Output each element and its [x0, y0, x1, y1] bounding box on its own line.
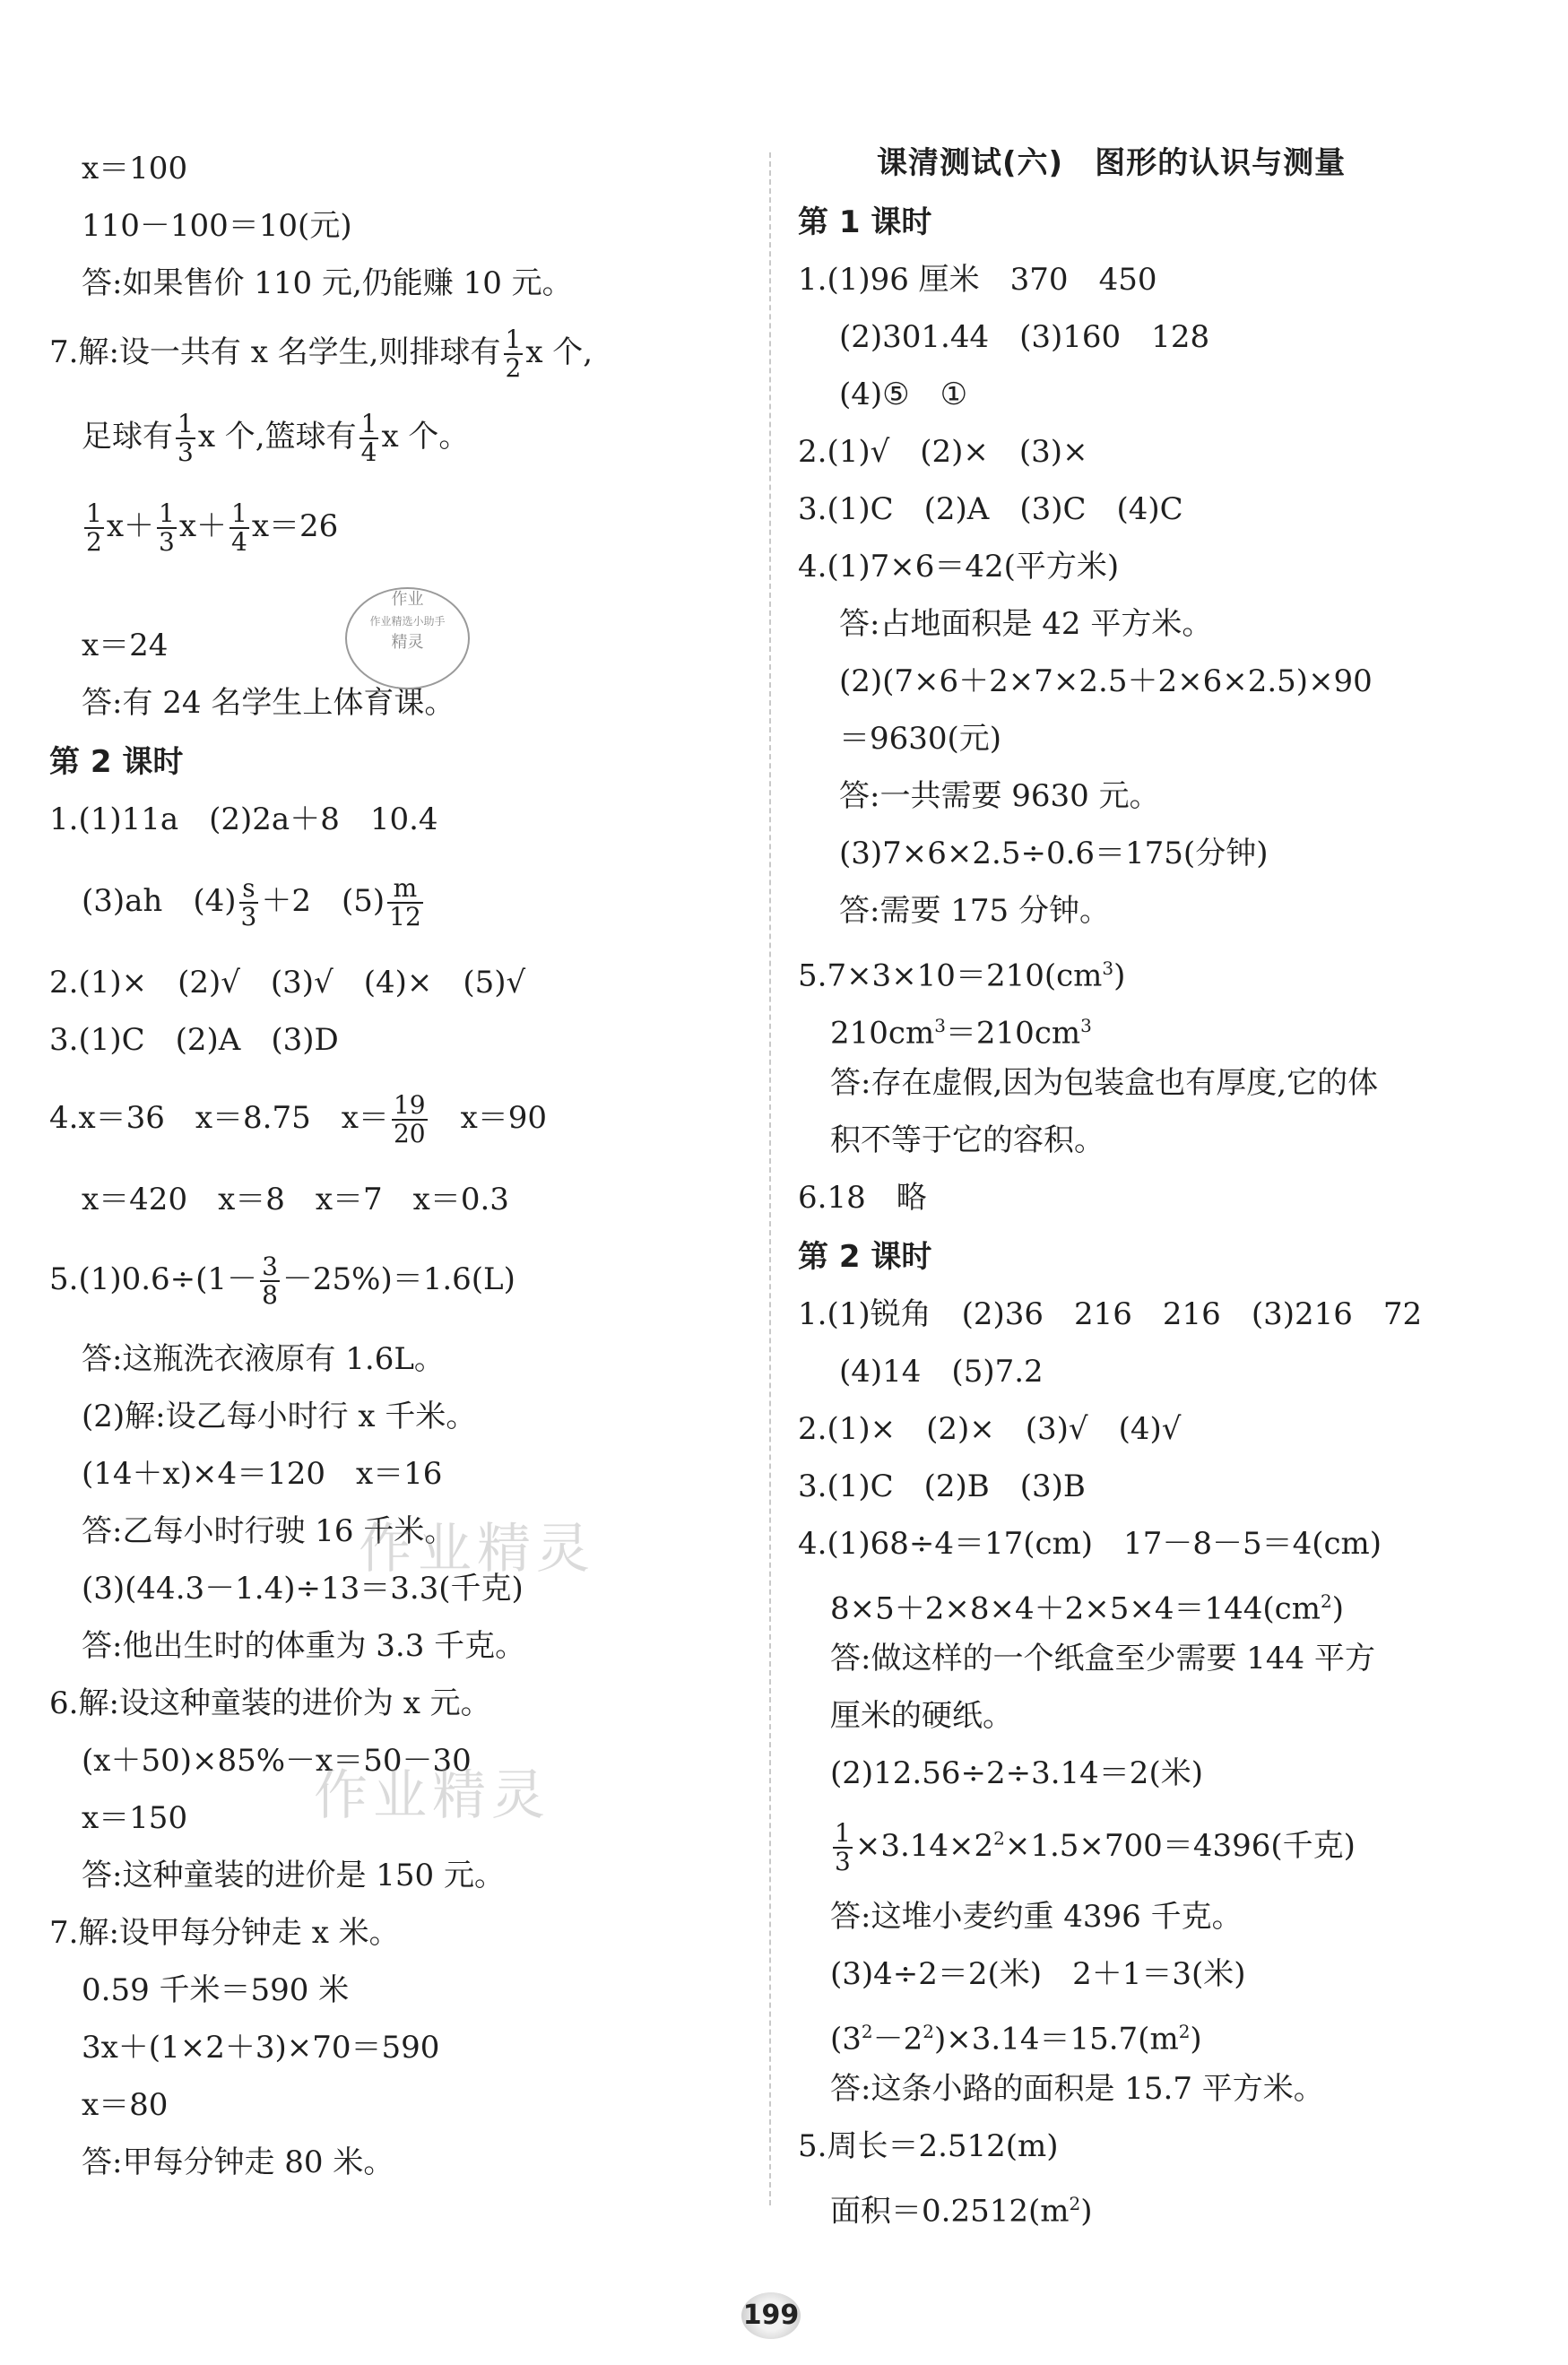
- line: 答:这瓶洗衣液原有 1.6L。: [82, 1341, 445, 1377]
- line: 答:甲每分钟走 80 米。: [82, 2144, 394, 2180]
- line: x＝24: [82, 628, 169, 663]
- line: (2)301.44 (3)160 128: [839, 319, 1210, 355]
- line: 答:一共需要 9630 元。: [839, 778, 1160, 814]
- line: x＝80: [82, 2087, 169, 2123]
- line: (x＋50)×85%－x＝50－30: [82, 1743, 472, 1779]
- line: 6.18 略: [798, 1180, 927, 1216]
- line: 110－100＝10(元): [82, 208, 352, 244]
- line: 答:这堆小麦约重 4396 千克。: [830, 1899, 1243, 1935]
- line: 4.x＝36 x＝8.75 x＝ $\frac{19}{20}$ x＝90: [49, 1090, 548, 1148]
- line: 7.解:设甲每分钟走 x 米。: [49, 1915, 400, 1951]
- line: (2)(7×6＋2×7×2.5＋2×6×2.5)×90: [839, 663, 1373, 699]
- line: 答:这种童装的进价是 150 元。: [82, 1858, 505, 1893]
- line: 答:存在虚假,因为包装盒也有厚度,它的体: [830, 1065, 1379, 1101]
- line: 4.(1)68÷4＝17(cm) 17－8－5＝4(cm): [798, 1526, 1382, 1562]
- section-title: 课清测试(六) 图形的认识与测量: [877, 145, 1347, 181]
- line: x＝420 x＝8 x＝7 x＝0.3: [82, 1182, 509, 1217]
- line: $\frac{1}{3}$ $\times 3.14\times 2^2\times 1.5\times 700=4396$(千克): [835, 1818, 1356, 1876]
- line: 2.(1)× (2)× (3)√ (4)√: [798, 1411, 1182, 1447]
- line: (3)7×6×2.5÷0.6＝175(分钟): [839, 836, 1269, 871]
- line: 5.周长＝2.512(m): [798, 2128, 1059, 2164]
- section-heading: 第 2 课时: [798, 1239, 932, 1275]
- line: $5.7\times 3\times 10=210(cm^3)$: [798, 957, 1126, 994]
- line: 4.(1)7×6＝42(平方米): [798, 549, 1120, 585]
- section-heading: 第 1 课时: [798, 204, 932, 240]
- line: 答:如果售价 110 元,仍能赚 10 元。: [82, 265, 573, 301]
- line: 2.(1)√ (2)× (3)×: [798, 434, 1088, 470]
- line: 3.(1)C (2)B (3)B: [798, 1468, 1086, 1504]
- section-heading: 第 2 课时: [49, 744, 184, 780]
- line: 答:占地面积是 42 平方米。: [839, 606, 1213, 642]
- watermark-text: 作业精灵: [359, 1518, 595, 1581]
- line: 1.(1)11a (2)2a＋8 10.4: [49, 801, 438, 837]
- line: 1.(1)96 厘米 370 450: [798, 262, 1157, 298]
- line: (2)12.56÷2÷3.14＝2(米): [830, 1755, 1203, 1791]
- line: 5.(1)0.6÷(1－ $\frac{3}{8}$ －25%)＝1.6(L): [49, 1252, 515, 1310]
- line: $(3^2-2^2)\times 3.14=15.7(m^2)$: [830, 2021, 1202, 2057]
- line: ＝9630(元): [839, 721, 1002, 757]
- line: (3)ah (4) $\frac{s}{3}$ ＋2 (5) $\frac{m}{12}$: [82, 873, 421, 931]
- line: x＝150: [82, 1800, 188, 1836]
- line: x＝100: [82, 151, 188, 186]
- line: 厘米的硬纸。: [830, 1698, 1013, 1734]
- fraction: $\frac{1}{2}$: [505, 325, 522, 383]
- line: 7.解:设一共有 x 名学生,则排球有 $\frac{1}{2}$ x 个,: [49, 325, 593, 383]
- line: 答:有 24 名学生上体育课。: [82, 685, 455, 721]
- line: 3x＋(1×2＋3)×70＝590: [82, 2030, 440, 2066]
- line: 3.(1)C (2)A (3)C (4)C: [798, 491, 1183, 527]
- equation-line: $\frac{1}{2}$ x＋ $\frac{1}{3}$ x＋ $\frac{1}{4}$ x＝26: [86, 498, 339, 557]
- line: 面积$=0.2512(m^2)$: [830, 2193, 1093, 2230]
- line: 足球有 $\frac{1}{3}$ x 个,篮球有 $\frac{1}{4}$ x 个。: [82, 409, 470, 467]
- line: 6.解:设这种童装的进价为 x 元。: [49, 1685, 491, 1721]
- line: 答:这条小路的面积是 15.7 平方米。: [830, 2071, 1324, 2107]
- line: 1.(1)锐角 (2)36 216 216 (3)216 72: [798, 1296, 1423, 1332]
- line: $8\times 5+2\times 8\times 4+2\times 5\times 4=144(cm^2)$: [830, 1590, 1344, 1627]
- line: 答:需要 175 分钟。: [839, 893, 1110, 929]
- line: 答:乙每小时行驶 16 千米。: [82, 1513, 455, 1549]
- line: 答:他出生时的体重为 3.3 千克。: [82, 1628, 526, 1664]
- line: 积不等于它的容积。: [830, 1122, 1105, 1158]
- line: 2.(1)× (2)√ (3)√ (4)× (5)√: [49, 965, 526, 1001]
- line: 3.(1)C (2)A (3)D: [49, 1022, 339, 1058]
- watermark-stamp: 作业 作业精选小助手 精灵: [345, 587, 470, 689]
- line: (2)解:设乙每小时行 x 千米。: [82, 1399, 477, 1434]
- page-number: 199: [731, 2291, 811, 2341]
- column-divider: [769, 152, 771, 2205]
- line: (14＋x)×4＝120 x＝16: [82, 1456, 443, 1492]
- line: (3)(44.3－1.4)÷13＝3.3(千克): [82, 1571, 524, 1607]
- line: $210cm^3=210cm^3$: [830, 1015, 1092, 1052]
- line: (4)14 (5)7.2: [839, 1354, 1044, 1390]
- line: (3)4÷2＝2(米) 2＋1＝3(米): [830, 1956, 1246, 1992]
- line: 0.59 千米＝590 米: [82, 1972, 350, 2008]
- watermark-text: 作业精灵: [314, 1764, 550, 1827]
- line: (4)⑤ ①: [839, 377, 968, 412]
- line: 答:做这样的一个纸盒至少需要 144 平方: [830, 1641, 1375, 1676]
